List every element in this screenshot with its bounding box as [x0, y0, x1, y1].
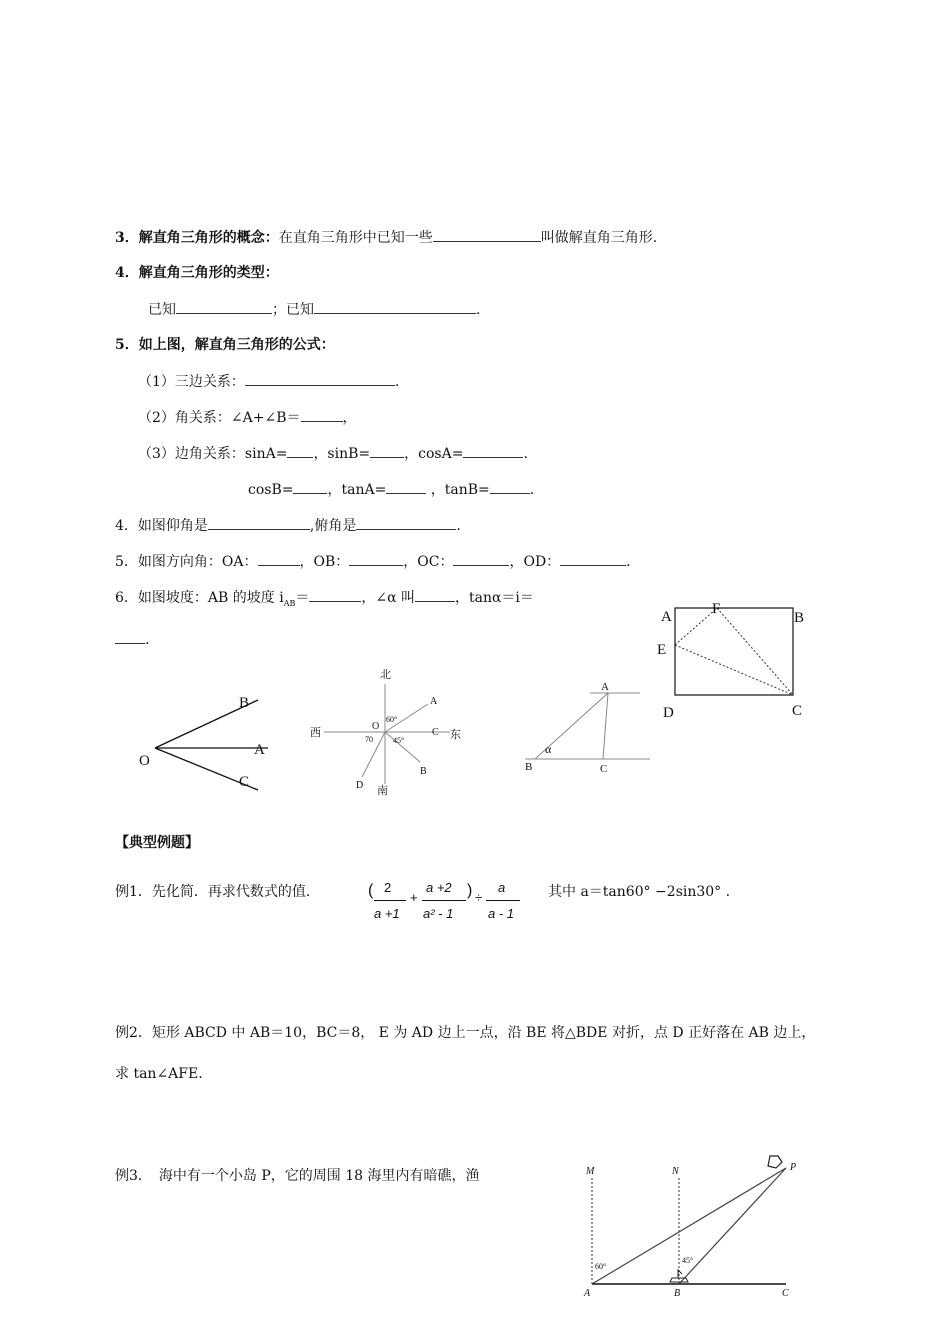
label-o: O	[372, 721, 380, 732]
p5-od: ，OD：	[509, 554, 561, 570]
q5-4-tana: ，tanA=	[327, 482, 387, 498]
q4-known-b: ；已知	[272, 302, 314, 318]
q4-end: .	[476, 302, 481, 318]
q4-blank-1[interactable]	[176, 299, 272, 314]
ex1-right-paren: )	[467, 882, 473, 899]
q5-4-end: .	[529, 482, 535, 498]
q5-4-cosb: cosB=	[248, 482, 294, 498]
q3-colon: ：	[264, 230, 279, 246]
q3-after: 叫做解直角三角形.	[540, 230, 658, 246]
q5-2-label: （2）角关系：∠A+∠B＝	[138, 410, 301, 426]
ex1-divide: ÷	[475, 890, 483, 905]
label-a: A	[661, 609, 672, 625]
q5-3-end: .	[523, 446, 528, 462]
side-ac	[603, 693, 608, 759]
p5-oc: ，OC：	[403, 554, 454, 570]
label-a: A	[254, 742, 265, 758]
ex1-num-1: 2	[384, 880, 392, 895]
p6-blank-3[interactable]	[115, 629, 145, 644]
label-c: C	[432, 727, 439, 738]
ex1-label: 例1．先化简．再求代数式的值．	[115, 884, 320, 900]
p5-blank-ob[interactable]	[349, 551, 403, 566]
q4-title: 解直角三角形的类型	[138, 265, 265, 281]
ex1-bar-2	[422, 900, 466, 901]
q5-3-blank-1[interactable]	[287, 443, 313, 458]
ex1-num-2: a +2	[426, 880, 452, 895]
label-a: A	[584, 1288, 591, 1299]
rectangle-figure	[655, 598, 815, 723]
label-west: 西	[310, 727, 321, 739]
label-b: B	[420, 766, 427, 777]
ex1-den-2: a² - 1	[423, 906, 454, 921]
p4-line	[115, 515, 461, 536]
label-f: F	[712, 601, 721, 617]
q3-title: 解直角三角形的概念	[138, 230, 265, 246]
label-south: 南	[377, 785, 388, 797]
p4-end: .	[456, 518, 461, 534]
q5-1-end: .	[394, 374, 400, 390]
label-e: E	[657, 642, 667, 658]
ex1-bar-3	[486, 900, 520, 901]
label-c: C	[792, 703, 803, 719]
label-b: B	[525, 761, 533, 773]
q5-4-line	[248, 479, 534, 500]
p6-mid: ，∠α 叫	[361, 590, 415, 606]
segment-fc	[717, 608, 793, 695]
q4-number: 4．	[115, 265, 139, 281]
ex2-line-2: 求 tan∠AFE.	[115, 1066, 203, 1082]
q5-3-blank-3[interactable]	[463, 443, 523, 458]
label-b: B	[674, 1288, 681, 1299]
label-d: D	[663, 705, 674, 721]
q5-1-label: （1）三边关系：	[138, 374, 245, 390]
q5-3-line	[138, 443, 528, 464]
p6-tan: ，tanα＝i＝	[454, 590, 534, 606]
angle-figure	[130, 690, 280, 800]
ex2-line-1: 例2．矩形 ABCD 中 AB＝10，BC＝8， E 为 AD 边上一点，沿 BE 将△BDE 对折，点 D 正好落在 AB 边上，	[115, 1025, 816, 1041]
q5-3-label: （3）边角关系：sinA=	[138, 446, 288, 462]
q5-4-tanb: ，tanB=	[426, 482, 490, 498]
label-p: P	[790, 1162, 797, 1173]
q3-number: 3．	[115, 230, 139, 246]
p5-line	[115, 551, 631, 572]
p6-blank-2[interactable]	[415, 587, 455, 602]
q5-1-blank[interactable]	[245, 371, 395, 386]
p5-blank-oa[interactable]	[258, 551, 300, 566]
label-c: C	[600, 763, 608, 775]
q3-line	[115, 227, 657, 248]
label-m: M	[586, 1166, 595, 1177]
slope-figure	[515, 675, 660, 785]
q5-3-blank-2[interactable]	[370, 443, 404, 458]
q5-number: 5．	[115, 337, 139, 353]
p4-blank-2[interactable]	[356, 515, 456, 530]
p5-blank-oc[interactable]	[453, 551, 509, 566]
label-c: C	[782, 1288, 789, 1299]
q5-colon: ：	[320, 337, 335, 353]
q5-4-blank-1[interactable]	[293, 479, 327, 494]
q5-title: 如上图，解直角三角形的公式	[138, 337, 321, 353]
p6-end: .	[145, 632, 150, 648]
q3-text: 在直角三角形中已知一些	[278, 230, 433, 246]
label-alpha: α	[545, 742, 552, 756]
ex1-den-1: a +1	[374, 906, 400, 921]
p4-text: 4．如图仰角是	[115, 518, 208, 534]
label-60: 60°	[595, 1262, 607, 1271]
p5-ob: ，OB：	[299, 554, 350, 570]
label-d: D	[356, 780, 364, 791]
section-title: 【典型例题】	[115, 835, 199, 851]
q4-known-a: 已知	[148, 302, 176, 318]
label-45: 45°	[682, 1256, 694, 1265]
p5-end: .	[626, 554, 631, 570]
ex1-left-paren: (	[368, 882, 374, 899]
p6-blank-1[interactable]	[309, 587, 361, 602]
q4-colon: ：	[264, 265, 279, 281]
segment-ef	[675, 608, 717, 645]
q3-blank[interactable]	[433, 227, 541, 242]
q5-1-line	[138, 371, 399, 392]
ex3-text: 例3． 海中有一个小岛 P，它的周围 18 海里内有暗礁，渔	[115, 1168, 480, 1184]
q5-2-blank[interactable]	[301, 407, 343, 422]
q5-4-blank-2[interactable]	[386, 479, 426, 494]
line-bp	[679, 1168, 786, 1284]
q4-line	[115, 263, 279, 283]
ex1-plus: +	[410, 890, 418, 905]
p6-line	[115, 587, 534, 614]
p5-text: 5．如图方向角：OA：	[115, 554, 258, 570]
p6-eq: ＝	[295, 590, 310, 606]
q5-line	[115, 335, 335, 355]
label-a: A	[601, 681, 609, 693]
ex1-den-3: a - 1	[488, 906, 515, 921]
label-b: B	[239, 695, 250, 711]
segment-ec	[675, 645, 793, 695]
q5-3-cosa: ，cosA=	[404, 446, 464, 462]
p6-cont-line	[115, 629, 149, 650]
label-70: 70	[365, 735, 373, 744]
label-o: O	[139, 753, 150, 769]
ex1-num-3: a	[498, 880, 506, 895]
rect-abcd	[675, 608, 793, 695]
label-b: B	[794, 610, 805, 626]
q4-blank-2[interactable]	[314, 299, 476, 314]
p5-blank-od[interactable]	[560, 551, 626, 566]
q5-2-end: ，	[342, 410, 357, 426]
q4-types-line	[148, 299, 480, 320]
q5-3-sinb: ，sinB=	[313, 446, 371, 462]
label-n: N	[672, 1166, 679, 1177]
island-icon	[768, 1156, 782, 1168]
q5-2-line	[138, 407, 357, 428]
sea-figure	[578, 1148, 818, 1298]
line-ap	[592, 1168, 786, 1284]
label-a: A	[430, 696, 438, 707]
ex1-bar-1	[374, 900, 406, 901]
label-north: 北	[380, 669, 391, 681]
p4-mid: ,俯角是	[309, 518, 357, 534]
compass-figure	[300, 662, 480, 802]
p4-blank-1[interactable]	[208, 515, 310, 530]
label-45: 45°	[393, 736, 405, 745]
label-east: 东	[450, 729, 461, 741]
p6-text: 6．如图坡度：AB 的坡度 i	[115, 590, 284, 606]
label-60: 60°	[386, 715, 398, 724]
q5-4-blank-3[interactable]	[490, 479, 530, 494]
p6-subscript: AB	[283, 598, 296, 608]
ex1-tail: 其中 a＝tan60° −2sin30° .	[548, 884, 731, 900]
label-c: C	[239, 774, 250, 790]
